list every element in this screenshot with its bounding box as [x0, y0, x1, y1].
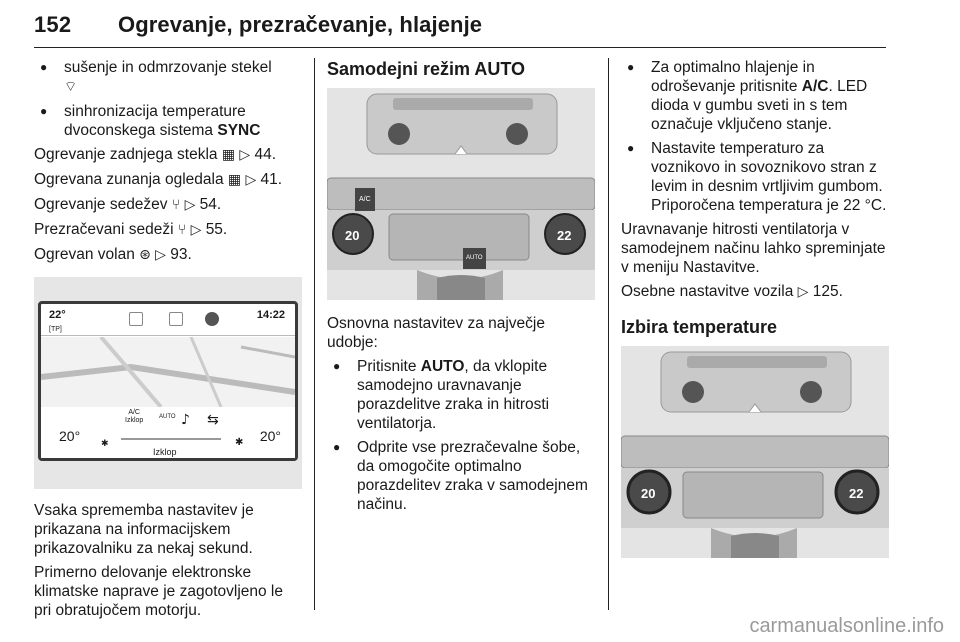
temperature-selection-figure — [621, 346, 889, 558]
traffic-program-label: [TP] — [49, 326, 62, 333]
paragraph: Primerno delovanje elektronske klimatske naprave je zagotovljeno le pri obratujočem motorju. — [34, 564, 283, 619]
page-ref-icon: ▷ — [190, 222, 202, 238]
fan-icon: ✱ — [235, 437, 244, 448]
right-temperature: 20° — [259, 428, 281, 444]
seat-vent-icon: ⑂ — [177, 222, 187, 238]
infotainment-screen-figure — [34, 277, 302, 489]
auto-button[interactable]: AUTO — [463, 248, 486, 269]
phone-icon — [169, 312, 183, 326]
screen-shortcut-icons — [119, 310, 239, 330]
column-2 — [327, 58, 595, 519]
climate-panel-figure — [327, 88, 595, 300]
list-item: ● sinhronizacija temperature dvoconskega sistema SYNC — [34, 102, 302, 140]
rear-window-heat-icon: ▦ — [221, 147, 236, 163]
media-icon — [205, 312, 219, 326]
list-item: ● Pritisnite AUTO, da vklopite samodejno uravnavanje porazdelitve zraka in hitrosti ventilatorja. — [327, 357, 595, 433]
paragraph: Osnovna nastavitev za največje udobje: — [327, 315, 545, 351]
off-label: Izklop — [153, 447, 177, 457]
section-heading: Izbira temperature — [621, 317, 778, 337]
left-temperature-knob[interactable]: 20 — [641, 486, 656, 501]
column-3 — [621, 58, 889, 558]
list-item: ● Nastavite temperaturo za voznikovo in sovoznikovo stran z levim in desnim vrtljivim gumbom. Priporočena temperatura je 22 °C. — [621, 139, 889, 215]
column-divider — [608, 58, 609, 610]
reference-line: Prezračevani sedeži ⑂ ▷ 55. — [34, 221, 228, 238]
reference-line: Ogrevanje sedežev ⑂ ▷ 54. — [34, 196, 222, 213]
screen-status-bar — [41, 304, 295, 336]
right-temperature-knob[interactable]: 22 — [849, 486, 864, 501]
reference-line: Ogrevan volan ⊛ ▷ 93. — [34, 246, 192, 263]
page-ref-icon: ▷ — [155, 247, 166, 263]
reference-line: Ogrevana zunanja ogledala ▦ ▷ 41. — [34, 171, 283, 188]
section-heading: Samodejni režim AUTO — [327, 59, 526, 79]
outside-temperature: 22° — [49, 309, 66, 321]
air-distribution-icon: ♪ — [181, 412, 190, 428]
climate-overlay — [41, 407, 295, 458]
fan-icon: ✱ — [101, 439, 109, 449]
paragraph: Osebne nastavitve vozila ▷ 125. — [621, 283, 843, 300]
ac-status: A/C Izklop — [125, 409, 144, 424]
reference-line: Ogrevanje zadnjega stekla ▦ ▷ 44. — [34, 146, 277, 163]
list-item: ● Za optimalno hlajenje in odroševanje pritisnite A/C. LED dioda v gumbu sveti in s tem označuje vključeno stanje. — [621, 58, 889, 134]
steering-heat-icon: ⊛ — [139, 247, 151, 263]
infotainment-screen — [38, 301, 298, 461]
auto-status: AUTO — [159, 414, 176, 420]
ac-button[interactable]: A/C — [355, 188, 375, 211]
nav-icon — [129, 312, 143, 326]
paragraph: Uravnavanje hitrosti ventilatorja v samodejnem načinu lahko spreminjate v meniju Nastavitve. — [621, 221, 886, 276]
list-item: ● sušenje in odmrzovanje stekel ⌔ — [34, 58, 302, 97]
clock: 14:22 — [256, 309, 285, 321]
page-ref-icon: ▷ — [245, 172, 257, 188]
seat-heat-icon: ⑂ — [171, 197, 181, 213]
right-temperature-knob[interactable]: 22 — [557, 228, 572, 243]
map-view — [41, 337, 295, 407]
paragraph: Vsaka sprememba nastavitev je prikazana na informacijskem prikazovalniku za nekaj sekund. — [34, 502, 254, 557]
list-item: ● Odprite vse prezračevalne šobe, da omogočite optimalno porazdelitev zraka v samodejnem načinu. — [327, 438, 595, 514]
page-ref-icon: ▷ — [184, 197, 196, 213]
page-number: 152 — [34, 12, 72, 37]
left-temperature: 20° — [59, 428, 81, 444]
watermark: carmanualsonline.info — [749, 615, 944, 637]
page-ref-icon: ▷ — [797, 284, 809, 300]
column-1 — [34, 58, 302, 625]
fan-speed-bar — [121, 438, 221, 440]
windscreen-defrost-icon: ⌔ — [64, 79, 78, 95]
column-divider — [314, 58, 315, 610]
left-temperature-knob[interactable]: 20 — [345, 228, 360, 243]
recirculation-icon: ⇆ — [207, 412, 219, 428]
page-title: Ogrevanje, prezračevanje, hlajenje — [118, 12, 483, 37]
page-ref-icon: ▷ — [239, 147, 251, 163]
mirror-heat-icon: ▦ — [227, 172, 242, 188]
page-header — [34, 8, 886, 48]
